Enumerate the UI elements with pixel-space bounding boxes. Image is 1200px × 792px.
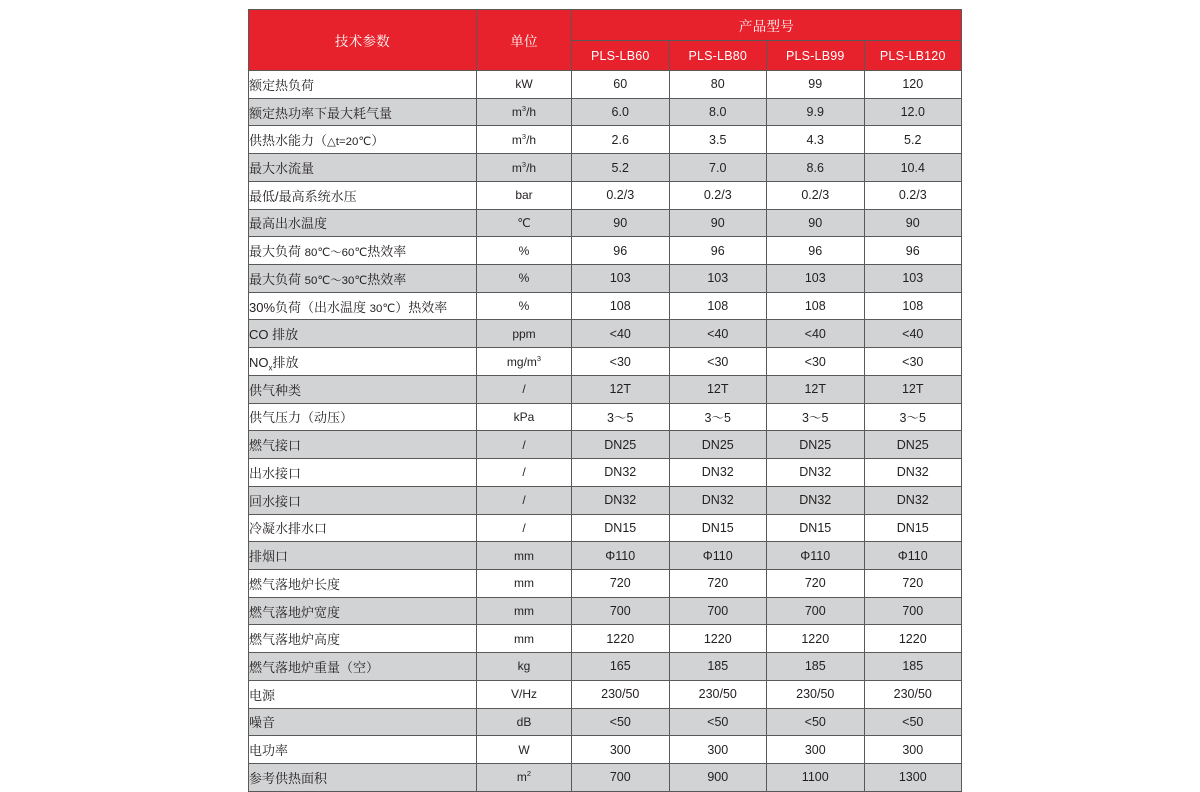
value-cell: 0.2/3	[669, 181, 767, 209]
value-cell: 185	[669, 653, 767, 681]
value-cell: 720	[572, 569, 670, 597]
unit-cell: dB	[477, 708, 572, 736]
header-model-pls-lb120: PLS-LB120	[864, 41, 962, 71]
table-row	[249, 514, 962, 542]
value-cell: DN15	[669, 514, 767, 542]
value-cell: 300	[767, 736, 865, 764]
value-cell: DN32	[572, 486, 670, 514]
value-cell: 1220	[767, 625, 865, 653]
parameter-name-cell: 冷凝水排水口	[249, 514, 477, 542]
value-cell: 230/50	[669, 680, 767, 708]
value-cell: <40	[572, 320, 670, 348]
parameter-name-cell: 额定热负荷	[249, 71, 477, 99]
value-cell: 5.2	[572, 154, 670, 182]
unit-cell: /	[477, 431, 572, 459]
value-cell: Φ110	[572, 542, 670, 570]
value-cell: 60	[572, 71, 670, 99]
parameter-name-cell: 电功率	[249, 736, 477, 764]
table-row	[249, 71, 962, 99]
unit-cell: /	[477, 375, 572, 403]
parameter-name-cell: 出水接口	[249, 459, 477, 487]
table-row	[249, 597, 962, 625]
value-cell: 80	[669, 71, 767, 99]
unit-cell: mm	[477, 569, 572, 597]
unit-cell: V/Hz	[477, 680, 572, 708]
value-cell: <40	[864, 320, 962, 348]
parameter-name-cell: 供热水能力（△t=20℃）	[249, 126, 477, 154]
table-row	[249, 98, 962, 126]
value-cell: DN32	[767, 459, 865, 487]
value-cell: 96	[864, 237, 962, 265]
table-row	[249, 625, 962, 653]
value-cell: <40	[767, 320, 865, 348]
parameter-name-cell: 供气种类	[249, 375, 477, 403]
value-cell: 1300	[864, 763, 962, 791]
table-row	[249, 763, 962, 791]
value-cell: <30	[572, 348, 670, 376]
unit-cell: %	[477, 265, 572, 293]
value-cell: 3～5	[864, 403, 962, 431]
header-technical-parameters: 技术参数	[249, 10, 477, 71]
value-cell: DN32	[864, 459, 962, 487]
value-cell: 1220	[572, 625, 670, 653]
value-cell: 700	[864, 597, 962, 625]
value-cell: 2.6	[572, 126, 670, 154]
unit-cell: $m^3/h$	[477, 154, 572, 182]
unit-cell: mm	[477, 597, 572, 625]
table-row	[249, 292, 962, 320]
unit-cell: bar	[477, 181, 572, 209]
unit-cell: mm	[477, 542, 572, 570]
parameter-name-cell: 回水接口	[249, 486, 477, 514]
unit-cell: kg	[477, 653, 572, 681]
value-cell: 3.5	[669, 126, 767, 154]
value-cell: 230/50	[767, 680, 865, 708]
header-row-primary	[249, 10, 962, 41]
value-cell: 0.2/3	[572, 181, 670, 209]
technical-specifications-table	[248, 9, 962, 792]
value-cell: 90	[767, 209, 865, 237]
table-row	[249, 653, 962, 681]
value-cell: Φ110	[864, 542, 962, 570]
parameter-name-cell: 最大负荷 80℃～60℃热效率	[249, 237, 477, 265]
value-cell: 6.0	[572, 98, 670, 126]
unit-cell: mm	[477, 625, 572, 653]
table-row	[249, 348, 962, 376]
value-cell: 4.3	[767, 126, 865, 154]
value-cell: 3～5	[767, 403, 865, 431]
value-cell: 103	[669, 265, 767, 293]
value-cell: DN32	[669, 459, 767, 487]
header-model-pls-lb80: PLS-LB80	[669, 41, 767, 71]
header-model-pls-lb60: PLS-LB60	[572, 41, 670, 71]
value-cell: 12T	[864, 375, 962, 403]
parameter-name-cell: $NO_x$排放	[249, 348, 477, 376]
value-cell: 12T	[669, 375, 767, 403]
value-cell: 90	[864, 209, 962, 237]
value-cell: DN32	[572, 459, 670, 487]
unit-cell: ppm	[477, 320, 572, 348]
value-cell: 230/50	[864, 680, 962, 708]
parameter-name-cell: 供气压力（动压）	[249, 403, 477, 431]
table-row	[249, 708, 962, 736]
value-cell: 108	[864, 292, 962, 320]
value-cell: DN15	[572, 514, 670, 542]
parameter-name-cell: 燃气接口	[249, 431, 477, 459]
value-cell: DN25	[767, 431, 865, 459]
unit-cell: $m^2$	[477, 763, 572, 791]
value-cell: DN25	[572, 431, 670, 459]
value-cell: 96	[669, 237, 767, 265]
parameter-name-cell: 额定热功率下最大耗气量	[249, 98, 477, 126]
unit-cell: /	[477, 459, 572, 487]
value-cell: <50	[767, 708, 865, 736]
table-body	[249, 71, 962, 792]
parameter-name-cell: CO 排放	[249, 320, 477, 348]
value-cell: DN32	[864, 486, 962, 514]
parameter-name-cell: 燃气落地炉高度	[249, 625, 477, 653]
parameter-name-cell: 30%负荷（出水温度 30℃）热效率	[249, 292, 477, 320]
value-cell: 700	[572, 763, 670, 791]
unit-cell: ℃	[477, 209, 572, 237]
value-cell: DN15	[864, 514, 962, 542]
value-cell: <30	[669, 348, 767, 376]
unit-cell: /	[477, 514, 572, 542]
table-row	[249, 569, 962, 597]
table-row	[249, 154, 962, 182]
value-cell: 90	[669, 209, 767, 237]
parameter-name-cell: 最大负荷 50℃～30℃热效率	[249, 265, 477, 293]
table-row	[249, 431, 962, 459]
unit-cell: kPa	[477, 403, 572, 431]
value-cell: 103	[864, 265, 962, 293]
parameter-name-cell: 最低/最高系统水压	[249, 181, 477, 209]
parameter-name-cell: 燃气落地炉重量（空）	[249, 653, 477, 681]
value-cell: 185	[864, 653, 962, 681]
value-cell: 12.0	[864, 98, 962, 126]
table-row	[249, 265, 962, 293]
value-cell: 12T	[767, 375, 865, 403]
value-cell: 3～5	[572, 403, 670, 431]
value-cell: 5.2	[864, 126, 962, 154]
value-cell: <50	[572, 708, 670, 736]
value-cell: 12T	[572, 375, 670, 403]
value-cell: <50	[864, 708, 962, 736]
value-cell: 96	[767, 237, 865, 265]
unit-cell: /	[477, 486, 572, 514]
value-cell: 108	[669, 292, 767, 320]
value-cell: 720	[669, 569, 767, 597]
value-cell: 108	[572, 292, 670, 320]
value-cell: 103	[572, 265, 670, 293]
value-cell: 720	[767, 569, 865, 597]
parameter-name-cell: 排烟口	[249, 542, 477, 570]
value-cell: 700	[572, 597, 670, 625]
table-row	[249, 403, 962, 431]
value-cell: 96	[572, 237, 670, 265]
value-cell: 0.2/3	[864, 181, 962, 209]
value-cell: <30	[767, 348, 865, 376]
value-cell: 0.2/3	[767, 181, 865, 209]
unit-cell: $m^3/h$	[477, 98, 572, 126]
value-cell: 3～5	[669, 403, 767, 431]
header-unit: 单位	[477, 10, 572, 71]
value-cell: 300	[669, 736, 767, 764]
table-row	[249, 375, 962, 403]
table-row	[249, 237, 962, 265]
value-cell: <50	[669, 708, 767, 736]
value-cell: <30	[864, 348, 962, 376]
unit-cell: %	[477, 237, 572, 265]
table-row	[249, 209, 962, 237]
table-row	[249, 181, 962, 209]
value-cell: 1220	[669, 625, 767, 653]
value-cell: 185	[767, 653, 865, 681]
unit-cell: W	[477, 736, 572, 764]
table-row	[249, 736, 962, 764]
value-cell: DN32	[669, 486, 767, 514]
value-cell: 165	[572, 653, 670, 681]
table-row	[249, 542, 962, 570]
table-header	[249, 10, 962, 71]
value-cell: 300	[864, 736, 962, 764]
value-cell: 230/50	[572, 680, 670, 708]
value-cell: Φ110	[669, 542, 767, 570]
value-cell: 120	[864, 71, 962, 99]
value-cell: 108	[767, 292, 865, 320]
table-row	[249, 486, 962, 514]
value-cell: DN25	[864, 431, 962, 459]
value-cell: 8.0	[669, 98, 767, 126]
value-cell: 1220	[864, 625, 962, 653]
value-cell: Φ110	[767, 542, 865, 570]
header-model-pls-lb99: PLS-LB99	[767, 41, 865, 71]
value-cell: 103	[767, 265, 865, 293]
parameter-name-cell: 燃气落地炉长度	[249, 569, 477, 597]
parameter-name-cell: 电源	[249, 680, 477, 708]
parameter-name-cell: 最高出水温度	[249, 209, 477, 237]
value-cell: 1100	[767, 763, 865, 791]
table-row	[249, 680, 962, 708]
value-cell: 8.6	[767, 154, 865, 182]
parameter-name-cell: 噪音	[249, 708, 477, 736]
value-cell: 10.4	[864, 154, 962, 182]
unit-cell: $mg/m^3$	[477, 348, 572, 376]
header-product-model-group: 产品型号	[572, 10, 962, 41]
parameter-name-cell: 燃气落地炉宽度	[249, 597, 477, 625]
value-cell: 700	[669, 597, 767, 625]
value-cell: DN15	[767, 514, 865, 542]
value-cell: DN32	[767, 486, 865, 514]
parameter-name-cell: 最大水流量	[249, 154, 477, 182]
value-cell: 720	[864, 569, 962, 597]
value-cell: 300	[572, 736, 670, 764]
value-cell: 900	[669, 763, 767, 791]
table-row	[249, 320, 962, 348]
parameter-name-cell: 参考供热面积	[249, 763, 477, 791]
value-cell: 99	[767, 71, 865, 99]
unit-cell: kW	[477, 71, 572, 99]
value-cell: <40	[669, 320, 767, 348]
table-row	[249, 126, 962, 154]
value-cell: 9.9	[767, 98, 865, 126]
unit-cell: $m^3/h$	[477, 126, 572, 154]
unit-cell: %	[477, 292, 572, 320]
value-cell: 7.0	[669, 154, 767, 182]
value-cell: DN25	[669, 431, 767, 459]
value-cell: 700	[767, 597, 865, 625]
value-cell: 90	[572, 209, 670, 237]
table-row	[249, 459, 962, 487]
